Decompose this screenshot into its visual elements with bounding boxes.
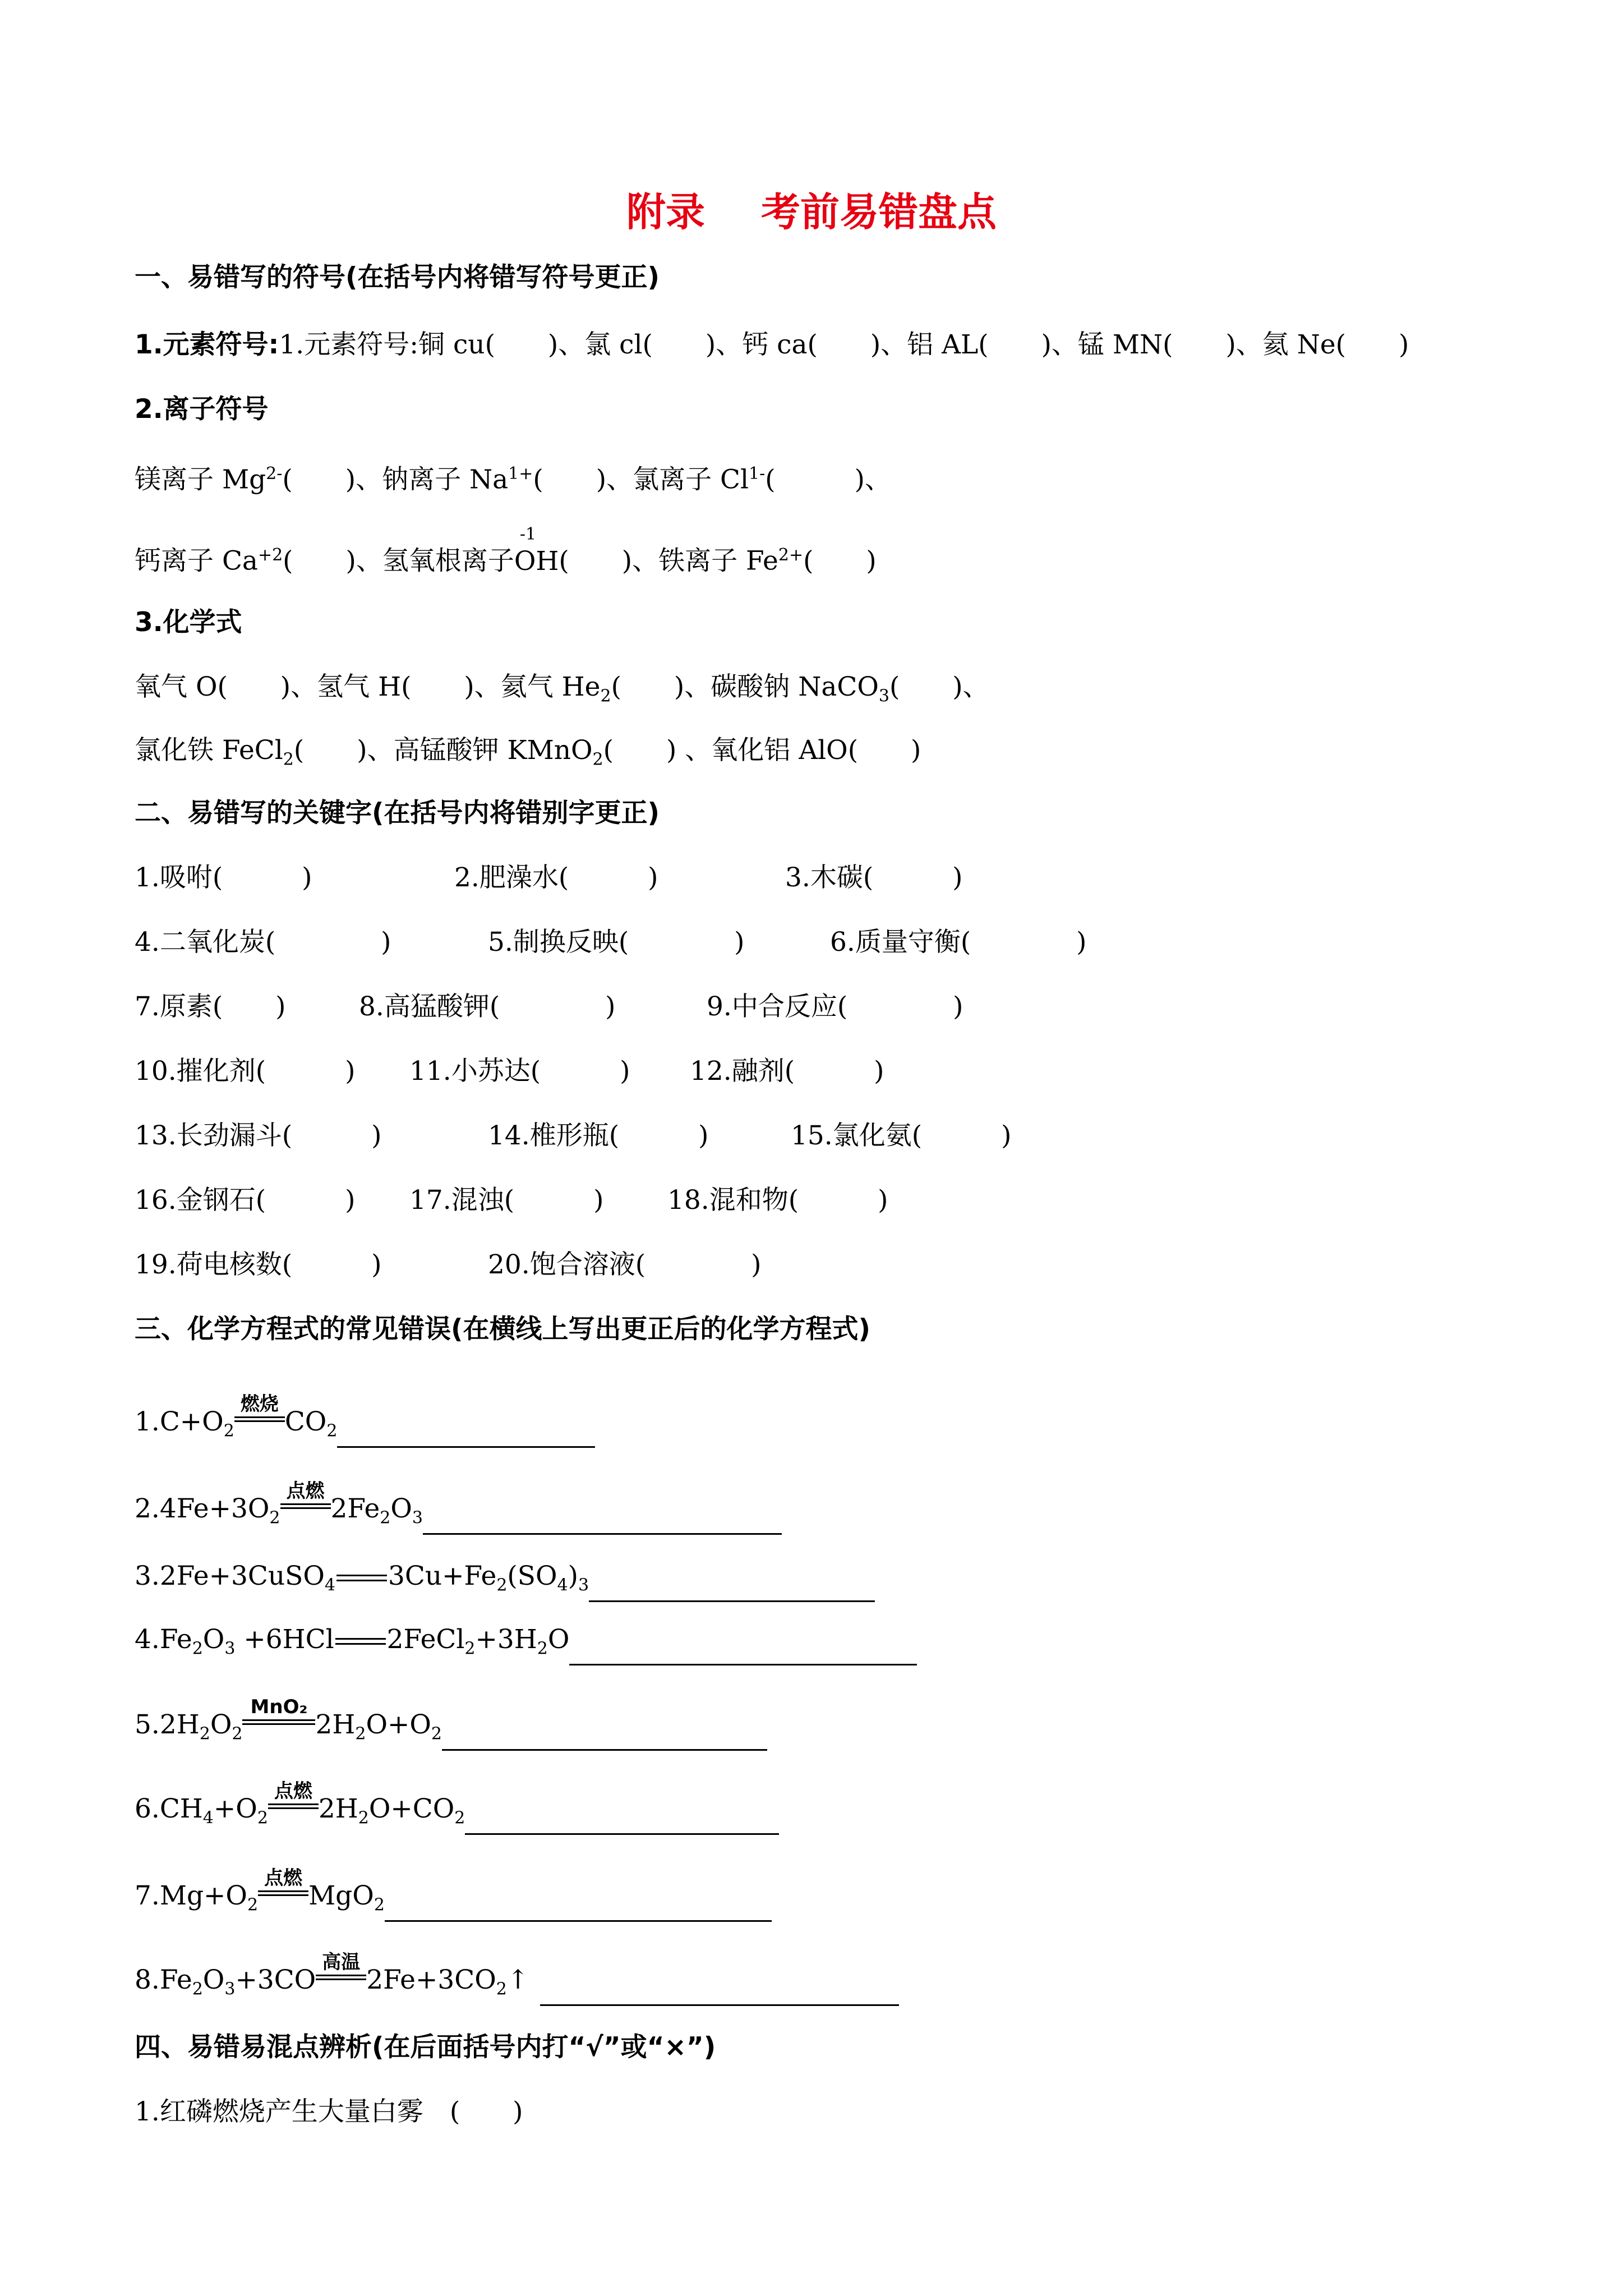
section-4-heading: 四、易错易混点辨析(在后面括号内打“√”或“×”) — [135, 2032, 716, 2063]
keyword-row-7: 19.荷电核数( ) 20.饱合溶液( ) — [135, 1249, 762, 1280]
equation-8: $8.Fe_2O_3+3CO$ 高温 $2Fe+3CO_2↑$ — [135, 1963, 899, 2006]
ion-symbols-line-1: 镁离子 $Mg^{2-}$( )、钠离子 $Na^{1+}$( )、氯离子 $Cl^{1-}$( )、 — [135, 464, 891, 495]
answer-blank-6[interactable] — [465, 1809, 779, 1835]
keyword-row-2: 4.二氧化炭( ) 5.制换反映( ) 6.质量守衡( ) — [135, 927, 1087, 958]
section-3-heading: 三、化学方程式的常见错误(在横线上写出更正后的化学方程式) — [135, 1314, 870, 1345]
section-2-heading: 二、易错写的关键字(在括号内将错别字更正) — [135, 798, 660, 829]
formula-line-1: 氧气 O( )、氢气 H( )、氦气 $He_2$( )、碳酸钠 NaCO$_3$( )、 — [135, 671, 989, 706]
formula-line-2: 氯化铁 FeCl$_2$( )、高锰酸钾 KMnO$_2$( ) 、氧化铝 AlO( ) — [135, 735, 921, 770]
equation-2: $2.4Fe+3O_2$ 点燃 $2Fe_2O_3$ — [135, 1492, 782, 1535]
equation-3: 3.2Fe+3CuSO$_4$ $3Cu+Fe_2(SO_4)_3$ — [135, 1559, 875, 1602]
title-left: 附录 — [626, 189, 705, 235]
answer-blank-5[interactable] — [442, 1724, 767, 1751]
keyword-row-6: 16.金钢石( ) 17.混浊( ) 18.混和物( ) — [135, 1185, 888, 1216]
answer-blank-4[interactable] — [569, 1639, 917, 1665]
element-symbols-line: 1.元素符号:1.元素符号:铜 cu( )、氯 cl( )、钙 ca( )、铝 AL( )、锰 MN( )、氦 Ne( ) — [135, 329, 1409, 360]
section-1-heading: 一、易错写的符号(在括号内将错写符号更正) — [135, 262, 660, 293]
answer-blank-7[interactable] — [385, 1895, 772, 1922]
equation-1: $1.C+O_2$ 燃烧 $CO_2$ — [135, 1405, 595, 1448]
answer-blank-3[interactable] — [589, 1576, 875, 1602]
equation-6: $6.CH_4+O_2$ 点燃 $2H_2O+CO_2$ — [135, 1792, 779, 1835]
answer-blank-2[interactable] — [423, 1508, 782, 1535]
page-title — [0, 181, 1623, 237]
equation-7: $7.Mg+O_2$ 点燃 MgO$_2$ — [135, 1879, 772, 1922]
answer-blank-8[interactable] — [540, 1980, 899, 2006]
equation-4: $4.Fe_2O_3 +6HCl$ $2FeCl_2+3H_2O$ — [135, 1623, 917, 1665]
answer-blank-1[interactable] — [337, 1421, 595, 1448]
judge-item-1: 1.红磷燃烧产生大量白雾 ( ) — [135, 2096, 523, 2127]
keyword-row-5: 13.长劲漏斗( ) 14.椎形瓶( ) 15.氯化氨( ) — [135, 1120, 1012, 1151]
formula-heading: 3.化学式 — [135, 607, 242, 638]
keyword-row-1: 1.吸咐( ) 2.肥澡水( ) 3.木碳( ) — [135, 862, 963, 893]
element-symbols-text: 1.元素符号:铜 cu( )、氯 cl( )、钙 ca( )、铝 AL( )、锰 MN( )、氦 Ne( ) — [279, 329, 1409, 360]
keyword-row-3: 7.原素( ) 8.高猛酸钾( ) 9.中合反应( ) — [135, 991, 963, 1022]
keyword-row-4: 10.摧化剂( ) 11.小苏达( ) 12.融剂( ) — [135, 1056, 884, 1087]
title-right: 考前易错盘点 — [761, 189, 997, 235]
ion-symbols-heading: 2.离子符号 — [135, 394, 269, 425]
equation-5: $5.2H_2O_2$ MnO₂ $2H_2O+O_2$ — [135, 1708, 767, 1751]
ion-symbols-line-2: 钙离子 $Ca^{+2}$( )、氢氧根离子 -1 OH( )、铁离子 $Fe^{2+}$( ) — [135, 524, 877, 577]
